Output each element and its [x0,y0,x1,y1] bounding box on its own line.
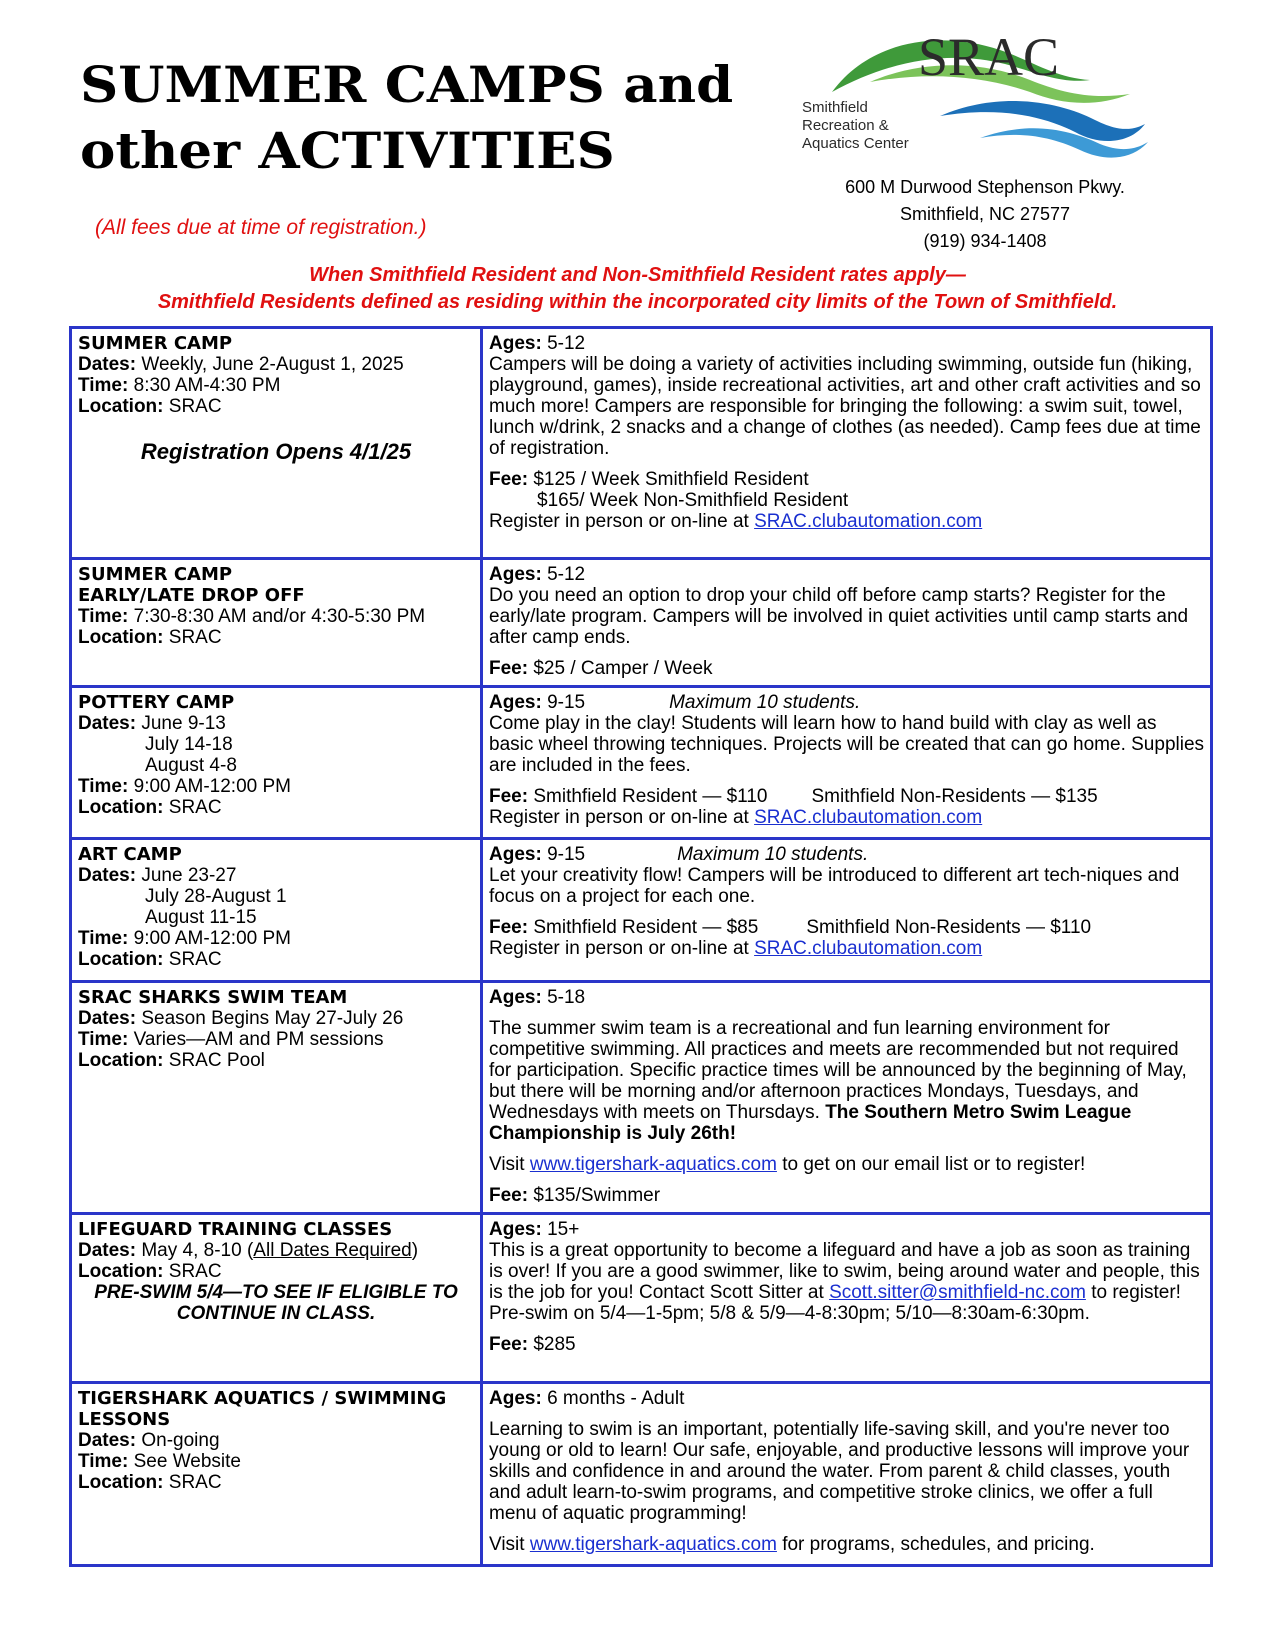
activity-title: SUMMER CAMP [78,333,233,354]
location-value: SRAC [163,949,222,970]
dates-value: Season Begins May 27-July 26 [136,1008,404,1029]
championship-note: The Southern Metro Swim League Championship is July 26th! [489,1102,1132,1144]
phone-number: (919) 934-1408 [923,231,1047,251]
rates-line-2: Smithfield Residents defined as residing within the incorporated city limits of the Town of Smithfield. [157,291,1118,313]
dates-value-2: July 28-August 1 [145,886,287,907]
drop-off-info [71,559,482,687]
fee-resident: Smithfield Resident — $110 [528,786,768,807]
dates-required: All Dates Required [253,1240,412,1261]
fee-label: Fee: [489,1334,529,1355]
location-value: SRAC Pool [163,1050,265,1071]
dates-value-3: August 4-8 [145,755,237,776]
location-label: Location: [78,627,164,648]
ages-value: 9-15 [541,844,586,865]
activity-description: Learning to swim is an important, potentially life-saving skill, and you're never too young or old to learn! Our safe, enjoyable, and productive lessons will improve your skills and confidence in and around the water. From parent & child classes, youth and adult learn-to-swim programs, and competitive stroke clinics, we offer a full menu of aquatic programming! [489,1419,1190,1524]
lifeguard-info [71,1214,482,1383]
fee-label: Fee: [489,917,529,938]
fee-value: $285 [528,1334,576,1355]
dates-label: Dates: [78,713,137,734]
drop-off-details [482,559,1212,687]
activity-title: SRAC SHARKS SWIM TEAM [78,987,348,1008]
dates-value: Weekly, June 2-August 1, 2025 [136,354,404,375]
ages-label: Ages: [489,333,542,354]
registration-link[interactable]: SRAC.clubautomation.com [754,938,983,959]
fee-label: Fee: [489,658,529,679]
fee-value: $135/Swimmer [528,1185,661,1206]
page-title [80,52,733,184]
dates-label: Dates: [78,354,137,375]
tigershark-info [71,1383,482,1566]
address-block [805,174,1165,255]
lifeguard-details [482,1214,1212,1383]
location-label: Location: [78,949,164,970]
fee-resident: $125 / Week Smithfield Resident [528,469,809,490]
table-row [71,559,1212,687]
time-label: Time: [78,1029,129,1050]
max-students: Maximum 10 students. [677,844,869,865]
activity-title: SUMMER CAMP [78,564,233,585]
contact-email-link[interactable]: Scott.sitter@smithfield-nc.com [829,1282,1086,1303]
activity-description: Do you need an option to drop your child off before camp starts? Register for the early/late program. Campers will be involved in quiet activities until camp starts and after camp ends. [489,585,1189,648]
logo-line-2: Recreation & [802,117,889,134]
dates-value: May 4, 8-10 ( [136,1240,254,1261]
time-value: 9:00 AM-12:00 PM [128,776,291,797]
art-info [71,839,482,982]
location-value: SRAC [163,797,222,818]
tigershark-link[interactable]: www.tigershark-aquatics.com [529,1534,777,1555]
activity-title: POTTERY CAMP [78,692,235,713]
register-text: Register in person or on-line at [489,938,749,959]
location-value: SRAC [163,396,222,417]
visit-text: Visit [489,1534,525,1555]
activity-title: LIFEGUARD TRAINING CLASSES [78,1219,393,1240]
pottery-info [71,687,482,839]
sharks-details [482,982,1212,1214]
ages-label: Ages: [489,844,542,865]
address-line-1: 600 M Durwood Stephenson Pkwy. [845,177,1125,197]
activity-subtitle: EARLY/LATE DROP OFF [78,585,305,606]
ages-value: 6 months - Adult [541,1388,685,1409]
time-value: See Website [128,1451,241,1472]
ages-label: Ages: [489,1388,542,1409]
logo-line-3: Aquatics Center [802,135,909,152]
time-label: Time: [78,928,129,949]
activities-table [69,326,1213,1567]
location-value: SRAC [163,627,222,648]
fee-note: (All fees due at time of registration.) [95,216,427,239]
dates-value: June 9-13 [136,713,226,734]
tigershark-link[interactable]: www.tigershark-aquatics.com [529,1154,777,1175]
visit-text: Visit [489,1154,525,1175]
time-label: Time: [78,1451,129,1472]
dates-value: June 23-27 [136,865,237,886]
fee-value: $25 / Camper / Week [528,658,713,679]
time-value: 7:30-8:30 AM and/or 4:30-5:30 PM [128,606,426,627]
fee-non-resident: $165/ Week Non-Smithfield Resident [537,490,849,511]
dates-value-2: July 14-18 [145,734,233,755]
activity-description: This is a great opportunity to become a lifeguard and have a job as soon as training is over! If you are a good swimmer, like to swim, being around water and people, this is the job for you! Contact Scott Sitter at [489,1240,1200,1303]
dates-value: On-going [136,1430,220,1451]
ages-label: Ages: [489,987,542,1008]
max-students: Maximum 10 students. [669,692,861,713]
location-label: Location: [78,797,164,818]
title-line-2: other ACTIVITIES [80,121,615,180]
location-value: SRAC [163,1472,222,1493]
location-label: Location: [78,1050,164,1071]
logo-brand: SRAC [918,27,1060,87]
activity-title: ART CAMP [78,844,182,865]
logo-line-1: Smithfield [802,99,868,116]
dates-label: Dates: [78,1240,137,1261]
summer-camp-info [71,328,482,559]
time-label: Time: [78,375,129,396]
activity-description: Come play in the clay! Students will learn how to hand build with clay as well as basic wheel throwing techniques. Projects will be created that can go home. Supplies are included in the fees. [489,713,1205,776]
ages-value: 9-15 [541,692,586,713]
ages-label: Ages: [489,564,542,585]
address-line-2: Smithfield, NC 27577 [899,204,1071,224]
ages-label: Ages: [489,1219,542,1240]
visit-suffix: for programs, schedules, and pricing. [776,1534,1095,1555]
srac-logo [802,20,1150,165]
preswim-notice: PRE-SWIM 5/4—TO SEE IF ELIGIBLE TO CONTINUE IN CLASS. [94,1282,458,1324]
time-label: Time: [78,606,129,627]
ages-label: Ages: [489,692,542,713]
art-details [482,839,1212,982]
fee-non-resident: Smithfield Non-Residents — $110 [806,917,1092,938]
location-label: Location: [78,1261,164,1282]
ages-value: 5-12 [541,333,586,354]
fee-label: Fee: [489,786,529,807]
dates-close: ) [411,1240,419,1261]
location-value: SRAC [163,1261,222,1282]
time-label: Time: [78,776,129,797]
preswim-schedule: to register! Pre-swim on 5/4—1-5pm; 5/8 & 5/9—4-8:30pm; 5/10—8:30am-6:30pm. [489,1282,1181,1324]
title-line-1: SUMMER CAMPS and [80,55,734,114]
fee-label: Fee: [489,1185,529,1206]
time-value: Varies—AM and PM sessions [128,1029,384,1050]
registration-link[interactable]: SRAC.clubautomation.com [754,511,983,532]
table-row [71,687,1212,839]
table-row [71,328,1212,559]
rates-line-1: When Smithfield Resident and Non-Smithfield Resident rates apply— [309,264,966,286]
table-row [71,1383,1212,1566]
fee-non-resident: Smithfield Non-Residents — $135 [811,786,1098,807]
sharks-info [71,982,482,1214]
table-row [71,839,1212,982]
table-row [71,982,1212,1214]
dates-label: Dates: [78,1430,137,1451]
dates-label: Dates: [78,865,137,886]
rates-notice [60,262,1215,316]
time-value: 9:00 AM-12:00 PM [128,928,291,949]
table-row [71,1214,1212,1383]
activity-description: Let your creativity flow! Campers will be introduced to different art tech-niques and focus on a project for each one. [489,865,1180,907]
summer-camp-details [482,328,1212,559]
registration-link[interactable]: SRAC.clubautomation.com [754,807,983,828]
ages-value: 5-12 [541,564,586,585]
activity-description: Campers will be doing a variety of activities including swimming, outside fun (hiking, playground, games), inside recreational activities, art and other craft activities and so much more! Campers are responsible for bringing the following: a swim suit, towel, lunch w/drink, 2 snacks and a change of clothes (as needed). Camp fees due at time of registration. [489,354,1201,459]
registration-opens: Registration Opens 4/1/25 [140,439,412,464]
ages-value: 5-18 [541,987,586,1008]
visit-suffix: to get on our email list or to register! [776,1154,1086,1175]
pottery-details [482,687,1212,839]
time-value: 8:30 AM-4:30 PM [128,375,281,396]
location-label: Location: [78,396,164,417]
register-text: Register in person or on-line at [489,807,749,828]
activity-description: The summer swim team is a recreational and fun learning environment for competitive swimming. All practices and meets are recommended but not required for participation. Specific practice times will be announced by the beginning of May, but there will be morning and/or afternoon practices Mondays, Tuesdays, and Wednesdays with meets on Thursdays. [489,1018,1187,1123]
location-label: Location: [78,1472,164,1493]
register-text: Register in person or on-line at [489,511,749,532]
dates-value-3: August 11-15 [145,907,257,928]
fee-label: Fee: [489,469,529,490]
dates-label: Dates: [78,1008,137,1029]
ages-value: 15+ [541,1219,580,1240]
activity-title: TIGERSHARK AQUATICS / SWIMMING LESSONS [78,1388,447,1430]
fee-resident: Smithfield Resident — $85 [528,917,759,938]
tigershark-details [482,1383,1212,1566]
